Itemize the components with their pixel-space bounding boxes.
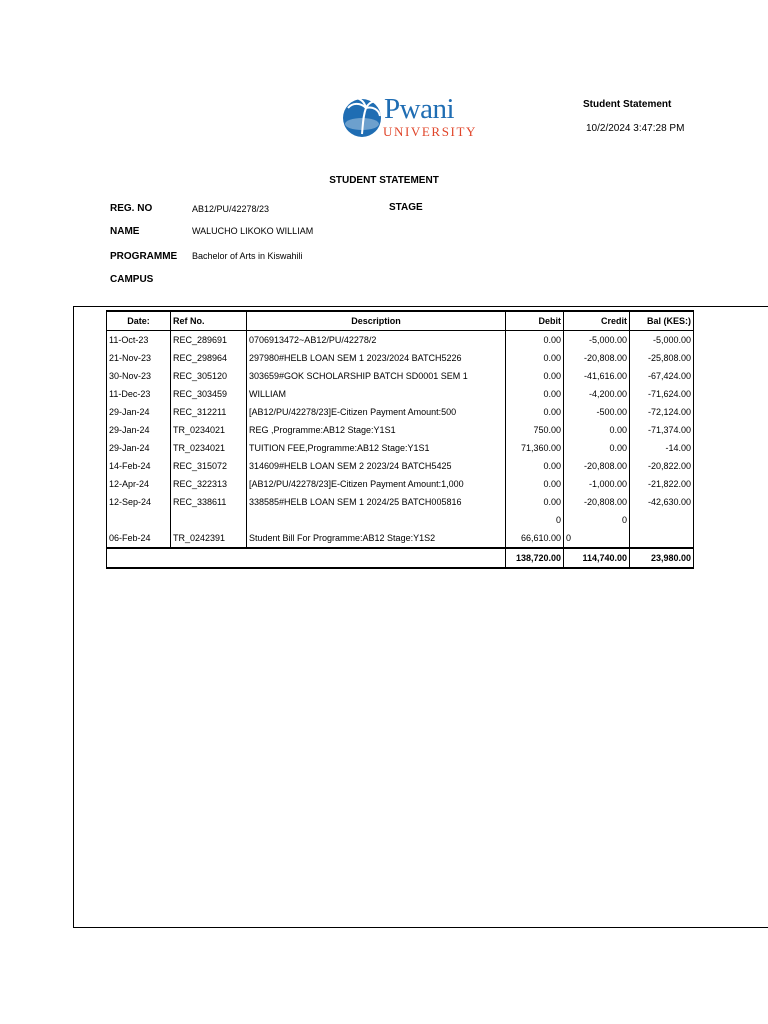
cell-description: 297980#HELB LOAN SEM 1 2023/2024 BATCH5226: [247, 349, 506, 367]
table-row: [107, 403, 694, 421]
column-header-credit: Credit: [564, 311, 630, 331]
name-label: NAME: [110, 226, 140, 237]
university-logo: [342, 93, 477, 146]
cell-description: [247, 511, 506, 529]
cell-balance: -5,000.00: [630, 331, 694, 350]
cell-description: [AB12/PU/42278/23]E-Citizen Payment Amount:1,000: [247, 475, 506, 493]
cell-debit: 71,360.00: [506, 439, 564, 457]
cell-description: 303659#GOK SCHOLARSHIP BATCH SD0001 SEM 1: [247, 367, 506, 385]
table-row: [107, 367, 694, 385]
cell-date: 06-Feb-24: [107, 529, 171, 548]
cell-ref-no: [171, 511, 247, 529]
cell-credit: -1,000.00: [564, 475, 630, 493]
cell-credit: 0.00: [564, 439, 630, 457]
cell-balance: -72,124.00: [630, 403, 694, 421]
column-header-description: Description: [247, 311, 506, 331]
cell-ref-no: REC_322313: [171, 475, 247, 493]
table-row: [107, 511, 694, 529]
cell-balance: -67,424.00: [630, 367, 694, 385]
cell-description: 314609#HELB LOAN SEM 2 2023/24 BATCH5425: [247, 457, 506, 475]
cell-credit: 0: [564, 529, 630, 548]
palm-globe-icon: [342, 94, 388, 140]
cell-description: [AB12/PU/42278/23]E-Citizen Payment Amount:500: [247, 403, 506, 421]
cell-date: 11-Dec-23: [107, 385, 171, 403]
header-datetime: 10/2/2024 3:47:28 PM: [586, 123, 685, 134]
cell-debit: 0.00: [506, 475, 564, 493]
cell-date: 30-Nov-23: [107, 367, 171, 385]
cell-debit: 0.00: [506, 457, 564, 475]
cell-description: 338585#HELB LOAN SEM 1 2024/25 BATCH005816: [247, 493, 506, 511]
table-row: [107, 475, 694, 493]
total-balance: 23,980.00: [630, 548, 694, 568]
cell-description: REG ,Programme:AB12 Stage:Y1S1: [247, 421, 506, 439]
cell-balance: -14.00: [630, 439, 694, 457]
cell-debit: 0.00: [506, 493, 564, 511]
cell-credit: -5,000.00: [564, 331, 630, 350]
document-title: STUDENT STATEMENT: [329, 175, 439, 186]
cell-date: 29-Jan-24: [107, 403, 171, 421]
cell-debit: 0.00: [506, 349, 564, 367]
cell-date: 29-Jan-24: [107, 421, 171, 439]
column-header-ref: Ref No.: [171, 311, 247, 331]
header-title: Student Statement: [583, 99, 672, 110]
stage-label: STAGE: [389, 202, 423, 213]
cell-balance: -21,822.00: [630, 475, 694, 493]
cell-ref-no: REC_289691: [171, 331, 247, 350]
statement-table: [106, 310, 694, 569]
cell-debit: 0.00: [506, 385, 564, 403]
cell-debit: 0.00: [506, 331, 564, 350]
cell-debit: 66,610.00: [506, 529, 564, 548]
campus-label: CAMPUS: [110, 274, 154, 285]
cell-balance: -42,630.00: [630, 493, 694, 511]
table-row: [107, 439, 694, 457]
reg-no-label: REG. NO: [110, 203, 153, 214]
table-row: [107, 385, 694, 403]
cell-debit: 0.00: [506, 367, 564, 385]
cell-date: 21-Nov-23: [107, 349, 171, 367]
reg-no-value: AB12/PU/42278/23: [192, 204, 270, 214]
cell-debit: 750.00: [506, 421, 564, 439]
cell-balance: -25,808.00: [630, 349, 694, 367]
table-row: [107, 493, 694, 511]
cell-debit: 0.00: [506, 403, 564, 421]
cell-date: 11-Oct-23: [107, 331, 171, 350]
cell-description: 0706913472~AB12/PU/42278/2: [247, 331, 506, 350]
cell-balance: [630, 511, 694, 529]
cell-credit: -41,616.00: [564, 367, 630, 385]
cell-credit: -500.00: [564, 403, 630, 421]
total-debit: 138,720.00: [506, 548, 564, 568]
cell-credit: 0.00: [564, 421, 630, 439]
programme-label: PROGRAMME: [110, 251, 178, 262]
table-row: [107, 349, 694, 367]
table-row: [107, 529, 694, 548]
column-header-date: Date:: [107, 311, 171, 331]
totals-spacer: [107, 548, 506, 568]
cell-ref-no: TR_0234021: [171, 439, 247, 457]
cell-balance: [630, 529, 694, 548]
cell-ref-no: REC_305120: [171, 367, 247, 385]
cell-credit: -4,200.00: [564, 385, 630, 403]
cell-credit: 0: [564, 511, 630, 529]
table-row: [107, 421, 694, 439]
cell-balance: -71,624.00: [630, 385, 694, 403]
cell-date: 12-Sep-24: [107, 493, 171, 511]
cell-credit: -20,808.00: [564, 349, 630, 367]
cell-ref-no: REC_315072: [171, 457, 247, 475]
cell-date: 29-Jan-24: [107, 439, 171, 457]
table-header-row: [107, 311, 694, 331]
total-credit: 114,740.00: [564, 548, 630, 568]
logo-name: Pwani: [384, 93, 454, 125]
cell-credit: -20,808.00: [564, 457, 630, 475]
table-row: [107, 457, 694, 475]
cell-ref-no: REC_303459: [171, 385, 247, 403]
cell-ref-no: REC_338611: [171, 493, 247, 511]
cell-credit: -20,808.00: [564, 493, 630, 511]
cell-ref-no: REC_312211: [171, 403, 247, 421]
cell-ref-no: TR_0242391: [171, 529, 247, 548]
cell-date: [107, 511, 171, 529]
cell-ref-no: REC_298964: [171, 349, 247, 367]
cell-date: 14-Feb-24: [107, 457, 171, 475]
column-header-balance: Bal (KES:): [630, 311, 694, 331]
column-header-debit: Debit: [506, 311, 564, 331]
cell-description: Student Bill For Programme:AB12 Stage:Y1S2: [247, 529, 506, 548]
cell-balance: -20,822.00: [630, 457, 694, 475]
cell-description: WILLIAM: [247, 385, 506, 403]
cell-description: TUITION FEE,Programme:AB12 Stage:Y1S1: [247, 439, 506, 457]
cell-date: 12-Apr-24: [107, 475, 171, 493]
totals-row: [107, 548, 694, 568]
name-value: WALUCHO LIKOKO WILLIAM: [192, 226, 314, 236]
cell-balance: -71,374.00: [630, 421, 694, 439]
cell-ref-no: TR_0234021: [171, 421, 247, 439]
logo-subtitle: UNIVERSITY: [383, 124, 477, 139]
cell-debit: 0: [506, 511, 564, 529]
programme-value: Bachelor of Arts in Kiswahili: [192, 251, 303, 261]
table-row: [107, 331, 694, 350]
